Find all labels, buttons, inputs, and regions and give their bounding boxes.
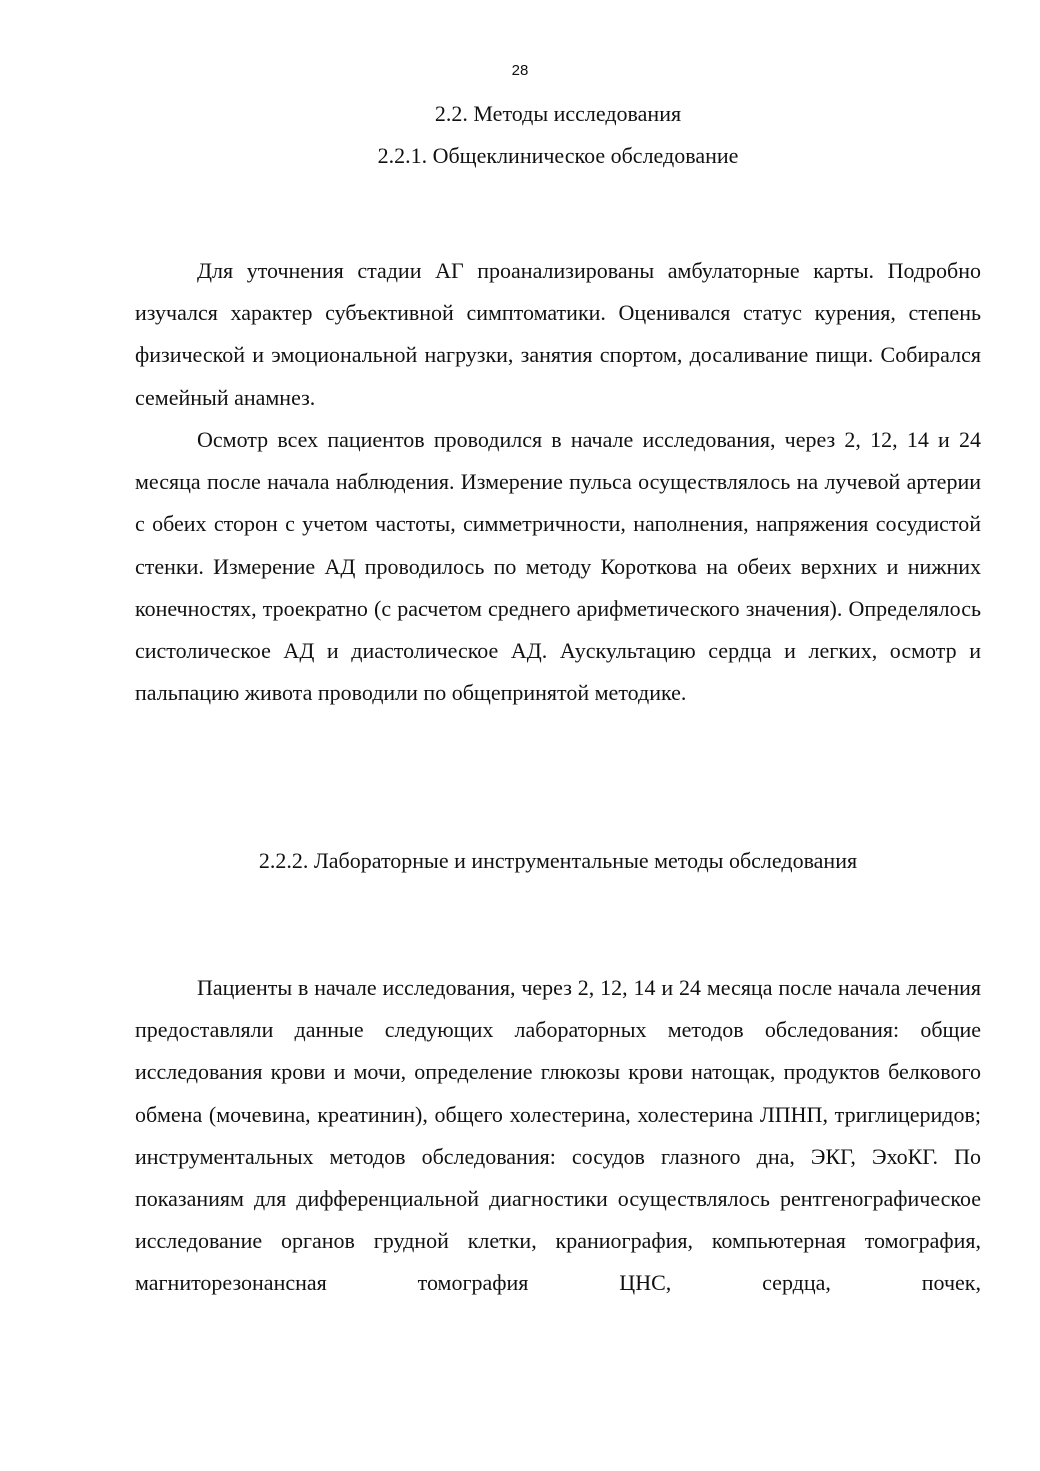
section-heading: 2.2. Методы исследования <box>434 101 682 126</box>
paragraph-lab-methods: Пациенты в начале исследования, через 2, 12, 14 и 24 месяца после начала лечения предоставляли данные следующих лабораторных методов обследования: общие исследования крови и мочи, определение глюкозы крови натощак, продуктов белкового обмена (мочевина, креатинин), общего холестерина, холестерина ЛПНП, триглицеридов; инструментальных методов обследования: сосудов глазного дна, ЭКГ, ЭхоКГ. По показаниям для дифференциальной диагностики осуществлялось рентгенографическое исследование органов грудной клетки, краниография, компьютерная томография, магниторезонансная томография ЦНС, сердца, почек, <box>135 975 981 1296</box>
subsection-heading-lab-methods: 2.2.2. Лабораторные и инструментальные методы обследования <box>258 848 858 873</box>
subsection-heading-general-exam: 2.2.1. Общеклиническое обследование <box>377 143 739 168</box>
paragraph-stage-assessment: Для уточнения стадии АГ проанализированы амбулаторные карты. Подробно изучался характер субъективной симптоматики. Оценивался статус курения, степень физической и эмоциональной нагрузки, занятия спортом, досаливание пищи. Собирался семейный анамнез. <box>135 258 981 410</box>
page-number: 28 <box>511 62 529 79</box>
paragraph-physical-exam: Осмотр всех пациентов проводился в начале исследования, через 2, 12, 14 и 24 месяца после начала наблюдения. Измерение пульса осуществлялось на лучевой артерии с обеих сторон с учетом частоты, симметричности, наполнения, напряжения сосудистой стенки. Измерение АД проводилось по методу Короткова на обеих верхних и нижних конечностях, троекратно (с расчетом среднего арифметического значения). Определялось систолическое АД и диастолическое АД. Аускультацию сердца и легких, осмотр и пальпацию живота проводили по общепринятой методике. <box>135 427 981 706</box>
